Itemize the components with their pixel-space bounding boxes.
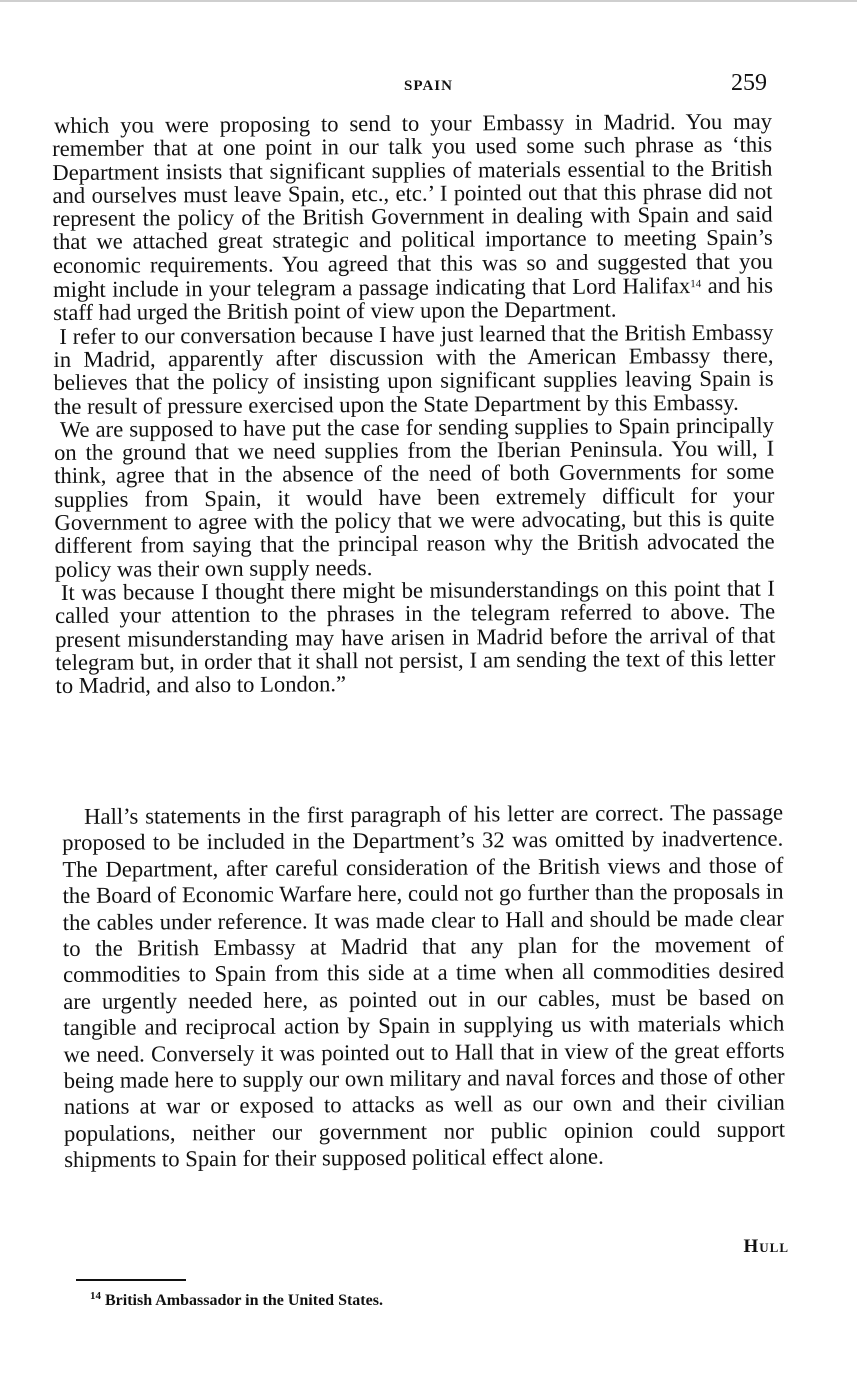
signature: Hull: [743, 1236, 789, 1257]
quoted-paragraph-3: We are supposed to have put the case for sending supplies to Spain principally on the ground that we need supplies from the Iberian Peninsula. You will, I think, agree that in the absence of the need of both Governments for some supplies from Spain, it would have been extremely difficult for your Government to agree with the policy that we were advocating, but this is quite different from saying that the principal reason why the British advocated the policy was their own supply needs.: [53, 412, 775, 582]
top-edge-rule: [0, 0, 857, 2]
running-head: [0, 70, 857, 104]
footnote-reference: 14: [690, 278, 702, 291]
quoted-letter: [52, 110, 776, 698]
footnote: [90, 1290, 383, 1310]
footnote-text: British Ambassador in the United States.: [101, 1292, 383, 1309]
footnote-marker: 14: [90, 1290, 101, 1302]
quoted-paragraph-2: I refer to our conversation because I have just learned that the British Embassy in Madrid, apparently after discussion with the American Embassy there, believes that the policy of insisting upon significant supplies leaving Spain is the result of pressure exercised upon the State Department by this Embassy.: [53, 319, 774, 419]
quoted-paragraph-4: It was because I thought there might be misunderstandings on this point that I called your attention to the phrases in the telegram referred to above. The present misunderstanding may have arisen in Madrid before the arrival of that telegram but, in order that it shall not persist, I am sending the text of this letter to Madrid, and also to London.”: [54, 575, 776, 699]
footnote-rule: [76, 1279, 186, 1281]
body-text: [62, 800, 785, 1174]
running-title: SPAIN: [404, 78, 453, 94]
quoted-paragraph-1-text: which you were proposing to send to your Embassy in Madrid. You may remember that at one point in our talk you used some such phrase as ‘this Department insists that significant supplies of materials essential to the British and ourselves must leave Spain, etc., etc.’ I pointed out that this phrase did not represent the policy of the British Government in dealing with Spain and said that we attached great strategic and political importance to meeting Spain’s economic requirements. You agreed that this was so and suggested that you might include in your telegram a passage indicating that Lord Halifax: [52, 108, 773, 303]
body-paragraph: Hall’s statements in the first paragraph of his letter are correct. The passage proposed to be included in the Department’s 32 was omitted by inadvertence. The Department, after careful consideration of the British views and those of the Board of Economic Warfare here, could not go further than the proposals in the cables under reference. It was made clear to Hall and should be made clear to the British Embassy at Madrid that any plan for the movement of commodities to Spain from this side at a time when all commodities desired are urgently needed here, as pointed out in our cables, must be based on tangible and reciprocal action by Spain in supplying us with materials which we need. Conversely it was pointed out to Hall that in view of the great efforts being made here to supply our own military and naval forces and those of other nations at war or exposed to attacks as well as our own and their civilian populations, neither our government nor public opinion could support shipments to Spain for their supposed political effect alone.: [62, 799, 786, 1173]
quoted-paragraph-1: [52, 110, 773, 325]
page-number: 259: [731, 70, 767, 96]
quoted-paragraph-1-tail: and his staff had urged the British point of view upon the Department.: [53, 272, 774, 326]
